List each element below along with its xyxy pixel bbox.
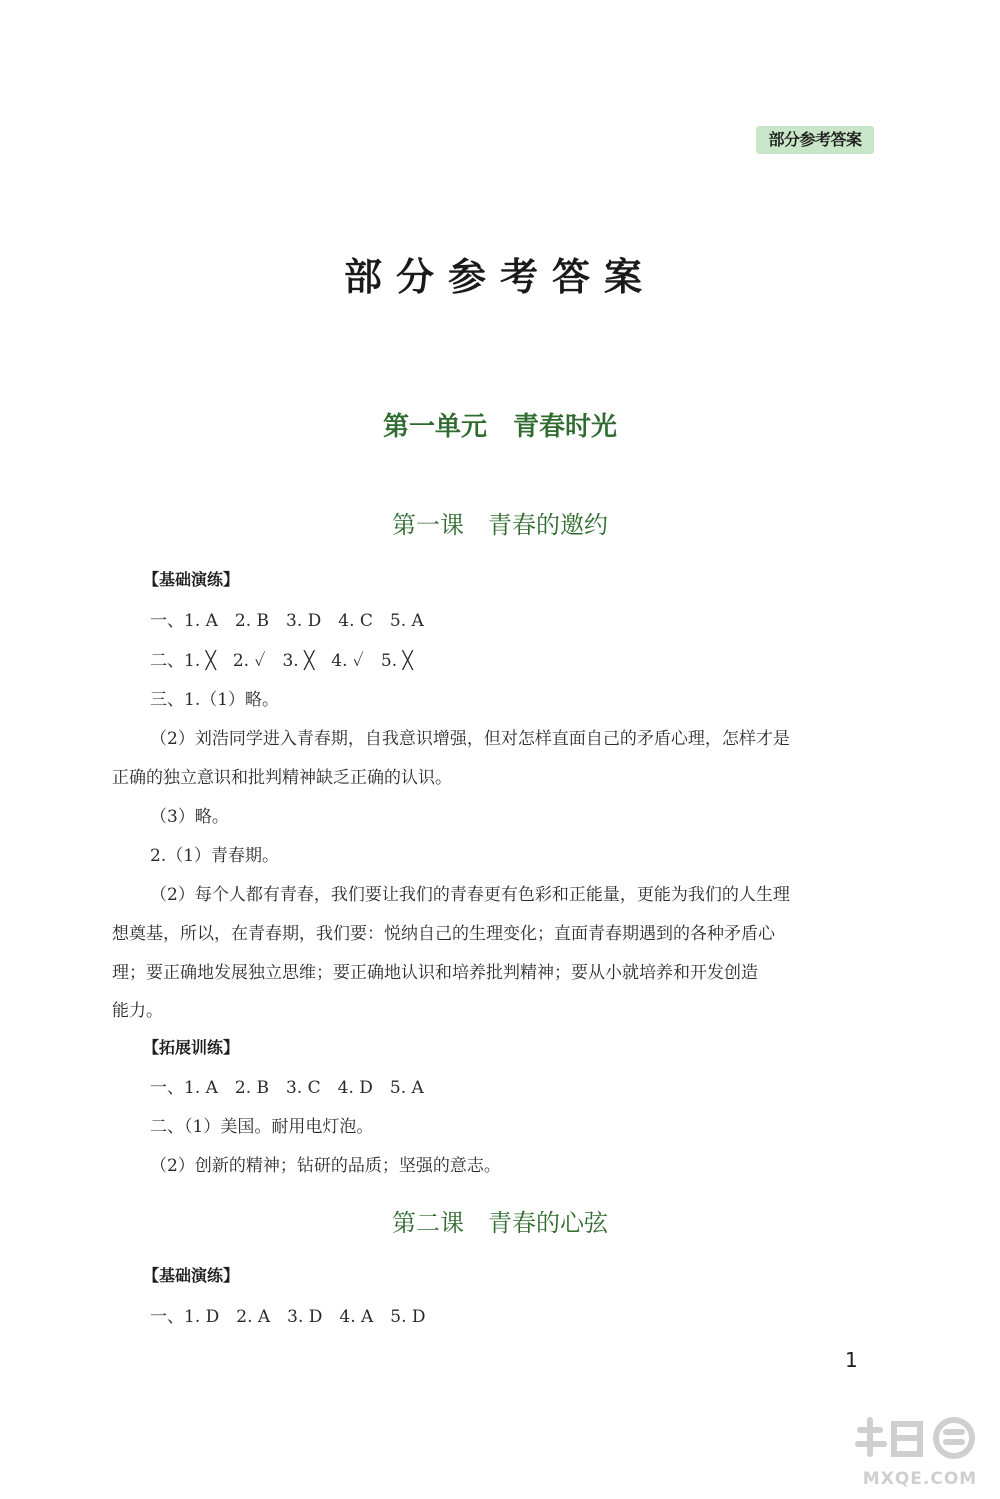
lesson-1-basic-q3-2-2-line4: 能力。 bbox=[112, 1001, 163, 1021]
lesson-1-basic-q3-1-2-line1: （2）刘浩同学进入青春期，自我意识增强，但对怎样直面自己的矛盾心理，怎样才是 bbox=[150, 729, 790, 749]
header-section-tag: 部分参考答案 bbox=[756, 126, 874, 154]
lesson-1-extend-q2-1: 二、（1）美国。耐用电灯泡。 bbox=[150, 1117, 374, 1137]
lesson-1-basic-q1: 一、1. A 2. B 3. D 4. C 5. A bbox=[150, 611, 424, 631]
lesson-1-basic-q3-1-3: （3）略。 bbox=[150, 807, 229, 827]
unit-title: 第一单元 青春时光 bbox=[382, 412, 617, 442]
answer-site-logo-icon bbox=[850, 1410, 990, 1490]
lesson-1-basic-q3-2-1: 2.（1）青春期。 bbox=[150, 846, 280, 866]
lesson-2-title: 第二课 青春的心弦 bbox=[392, 1209, 608, 1237]
lesson-1-title: 第一课 青春的邀约 bbox=[392, 511, 608, 539]
lesson-1-basic-q3-1-2-line2: 正确的独立意识和批判精神缺乏正确的认识。 bbox=[112, 768, 452, 788]
lesson-2-basic-label: 【基础演练】 bbox=[143, 1266, 240, 1285]
lesson-1-basic-q3-2-2-line2: 想奠基，所以，在青春期，我们要：悦纳自己的生理变化；直面青春期遇到的各种矛盾心 bbox=[112, 924, 775, 944]
lesson-1-basic-q3-2-2-line1: （2）每个人都有青春，我们要让我们的青春更有色彩和正能量，更能为我们的人生理 bbox=[150, 885, 790, 905]
lesson-1-basic-q3-2-2-line3: 理；要正确地发展独立思维；要正确地认识和培养批判精神；要从小就培养和开发创造 bbox=[112, 963, 758, 983]
page-title: 部分参考答案 bbox=[343, 254, 656, 299]
lesson-2-basic-q1: 一、1. D 2. A 3. D 4. A 5. D bbox=[150, 1307, 426, 1327]
lesson-1-basic-q2: 二、1. ╳ 2. ✓ 3. ╳ 4. ✓ 5. ╳ bbox=[150, 651, 413, 671]
lesson-1-extend-q2-2: （2）创新的精神；钻研的品质；坚强的意志。 bbox=[150, 1156, 501, 1176]
lesson-1-basic-q3-1: 三、1.（1）略。 bbox=[150, 690, 280, 710]
lesson-1-extend-label: 【拓展训练】 bbox=[143, 1038, 240, 1057]
page-number: 1 bbox=[845, 1348, 858, 1372]
watermark-text: MXQE.COM bbox=[862, 1469, 978, 1489]
lesson-1-basic-label: 【基础演练】 bbox=[143, 570, 240, 589]
lesson-1-extend-q1: 一、1. A 2. B 3. C 4. D 5. A bbox=[150, 1078, 424, 1098]
